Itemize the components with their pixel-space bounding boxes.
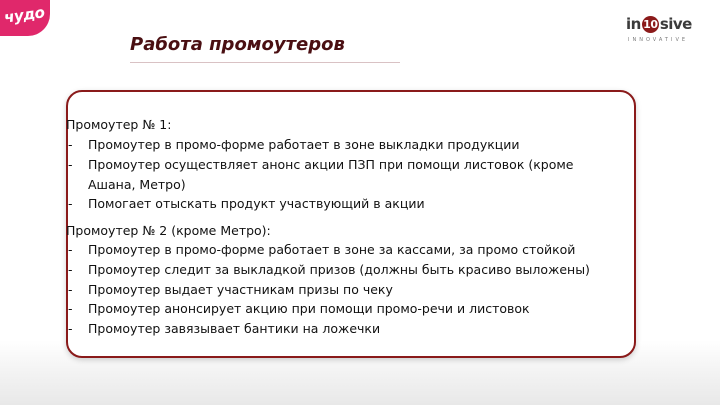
title-underline (130, 62, 400, 63)
list-dash: - (68, 196, 73, 211)
logo-right-text: sive (659, 15, 692, 33)
list-dash: - (68, 137, 73, 152)
list-item: Промоутер следит за выкладкой призов (должны быть красиво выложены) (88, 262, 590, 277)
list-item: Промоутер анонсирует акцию при помощи промо-речи и листовок (88, 301, 530, 316)
list-item: Промоутер осуществляет анонс акции ПЗП при помощи листовок (кроме (88, 157, 574, 172)
company-logo-mark (626, 15, 692, 33)
company-logo (626, 15, 701, 47)
list-dash: - (68, 282, 73, 297)
promoter-2-heading: Промоутер № 2 (кроме Метро): (66, 223, 271, 238)
list-dash: - (68, 321, 73, 336)
logo-badge: 10 (643, 18, 658, 31)
list-item: Промоутер завязывает бантики на ложечки (88, 321, 381, 336)
slide-title: Работа промоутеров (130, 34, 345, 55)
list-dash: - (68, 301, 73, 316)
corner-brand-logo (0, 0, 50, 36)
list-item: Промоутер в промо-форме работает в зоне за кассами, за промо стойкой (88, 242, 576, 257)
list-item-continuation: Ашана, Метро) (88, 177, 186, 192)
promoter-1-heading: Промоутер № 1: (66, 117, 172, 132)
list-item: Промоутер выдает участникам призы по чеку (88, 282, 393, 297)
list-dash: - (68, 262, 73, 277)
logo-subtitle: INNOVATIVE (628, 37, 689, 43)
list-item: Промоутер в промо-форме работает в зоне выкладки продукции (88, 137, 520, 152)
corner-brand-text: чудо (2, 3, 46, 27)
list-dash: - (68, 242, 73, 257)
logo-left-text: in (626, 15, 641, 33)
list-item: Помогает отыскать продукт участвующий в акции (88, 196, 425, 211)
list-dash: - (68, 157, 73, 172)
